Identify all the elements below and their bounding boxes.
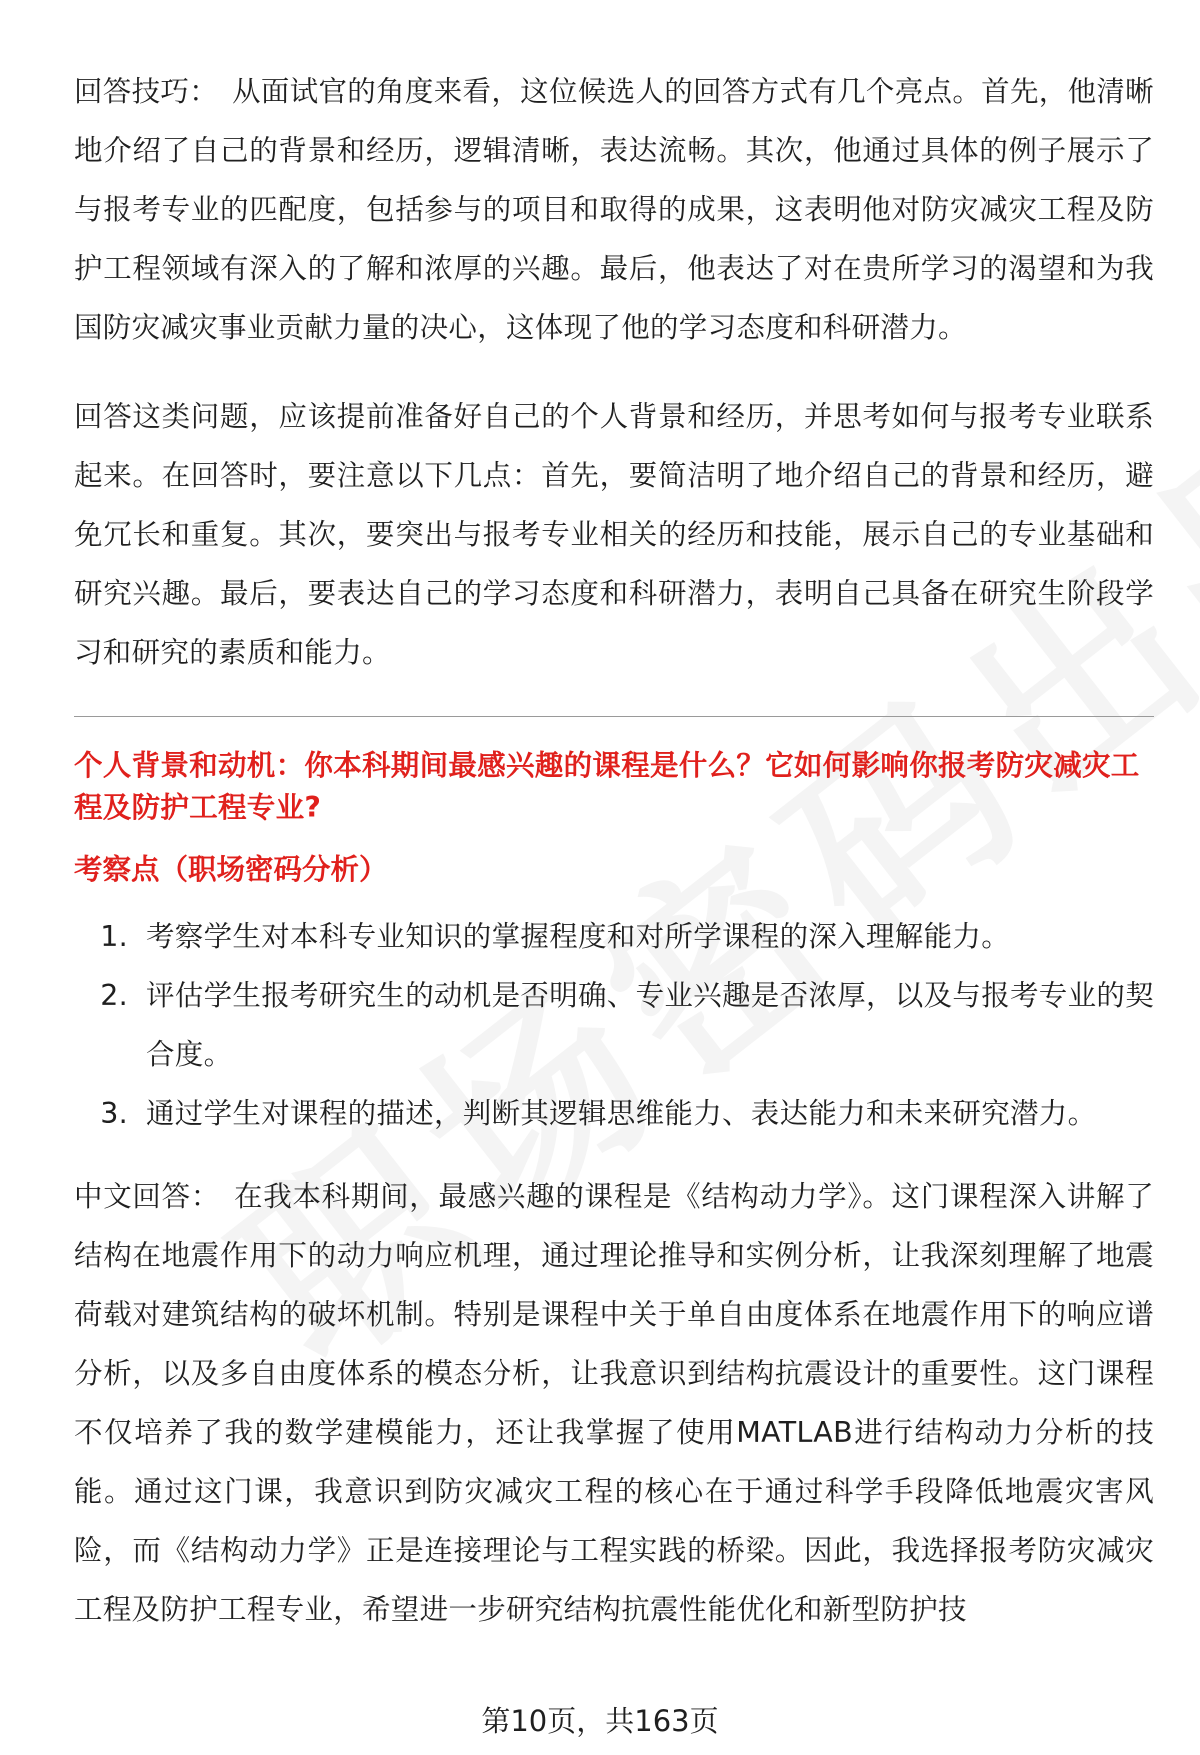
assessment-points-list <box>74 907 1154 1143</box>
assessment-points-heading: 考察点（职场密码分析） <box>74 853 388 886</box>
answer-tips-text: 从面试官的角度来看，这位候选人的回答方式有几个亮点。首先，他清晰地介绍了自己的背景和经历，逻辑清晰，表达流畅。其次，他通过具体的例子展示了与报考专业的匹配度，包括参与的项目和取得的成果，这表明他对防灾减灾工程及防护工程领域有深入的了解和浓厚的兴趣。最后，他表达了对在贵所学习的渴望和为我国防灾减灾事业贡献力量的决心，这体现了他的学习态度和科研潜力。 <box>74 75 1154 344</box>
list-item-number: 3. <box>100 1097 128 1130</box>
chinese-answer-paragraph <box>74 1167 1154 1639</box>
list-item-text: 考察学生对本科专业知识的掌握程度和对所学课程的深入理解能力。 <box>146 920 1011 953</box>
chinese-answer-label: 中文回答： <box>74 1180 221 1213</box>
list-item-number: 2. <box>100 979 128 1012</box>
list-item <box>74 907 1154 966</box>
list-item <box>74 966 1154 1084</box>
question-heading: 个人背景和动机：你本科期间最感兴趣的课程是什么？它如何影响你报考防灾减灾工程及防护工程专业? <box>74 749 1140 824</box>
answer-tips-paragraph <box>74 62 1154 357</box>
advice-paragraph <box>74 387 1154 682</box>
chinese-answer-text: 在我本科期间，最感兴趣的课程是《结构动力学》。这门课程深入讲解了结构在地震作用下的动力响应机理，通过理论推导和实例分析，让我深刻理解了地震荷载对建筑结构的破坏机制。特别是课程中关于单自由度体系在地震作用下的响应谱分析，以及多自由度体系的模态分析，让我意识到结构抗震设计的重要性。这门课程不仅培养了我的数学建模能力，还让我掌握了使用MATLAB进行结构动力分析的技能。通过这门课，我意识到防灾减灾工程的核心在于通过科学手段降低地震灾害风险，而《结构动力学》正是连接理论与工程实践的桥梁。因此，我选择报考防灾减灾工程及防护工程专业，希望进一步研究结构抗震性能优化和新型防护技 <box>74 1180 1154 1626</box>
list-item-text: 通过学生对课程的描述，判断其逻辑思维能力、表达能力和未来研究潜力。 <box>146 1097 1097 1130</box>
list-item-number: 1. <box>100 920 128 953</box>
list-item-text: 评估学生报考研究生的动机是否明确、专业兴趣是否浓厚，以及与报考专业的契合度。 <box>146 979 1155 1071</box>
list-item <box>74 1084 1154 1143</box>
page-number-footer: 第10页，共163页 <box>481 1704 719 1738</box>
section-divider <box>74 716 1154 717</box>
answer-tips-label: 回答技巧： <box>74 75 219 108</box>
document-page <box>74 62 1154 1669</box>
advice-text: 回答这类问题，应该提前准备好自己的个人背景和经历，并思考如何与报考专业联系起来。在回答时，要注意以下几点：首先，要简洁明了地介绍自己的背景和经历，避免冗长和重复。其次，要突出与报考专业相关的经历和技能，展示自己的专业基础和研究兴趣。最后，要表达自己的学习态度和科研潜力，表明自己具备在研究生阶段学习和研究的素质和能力。 <box>74 400 1154 669</box>
